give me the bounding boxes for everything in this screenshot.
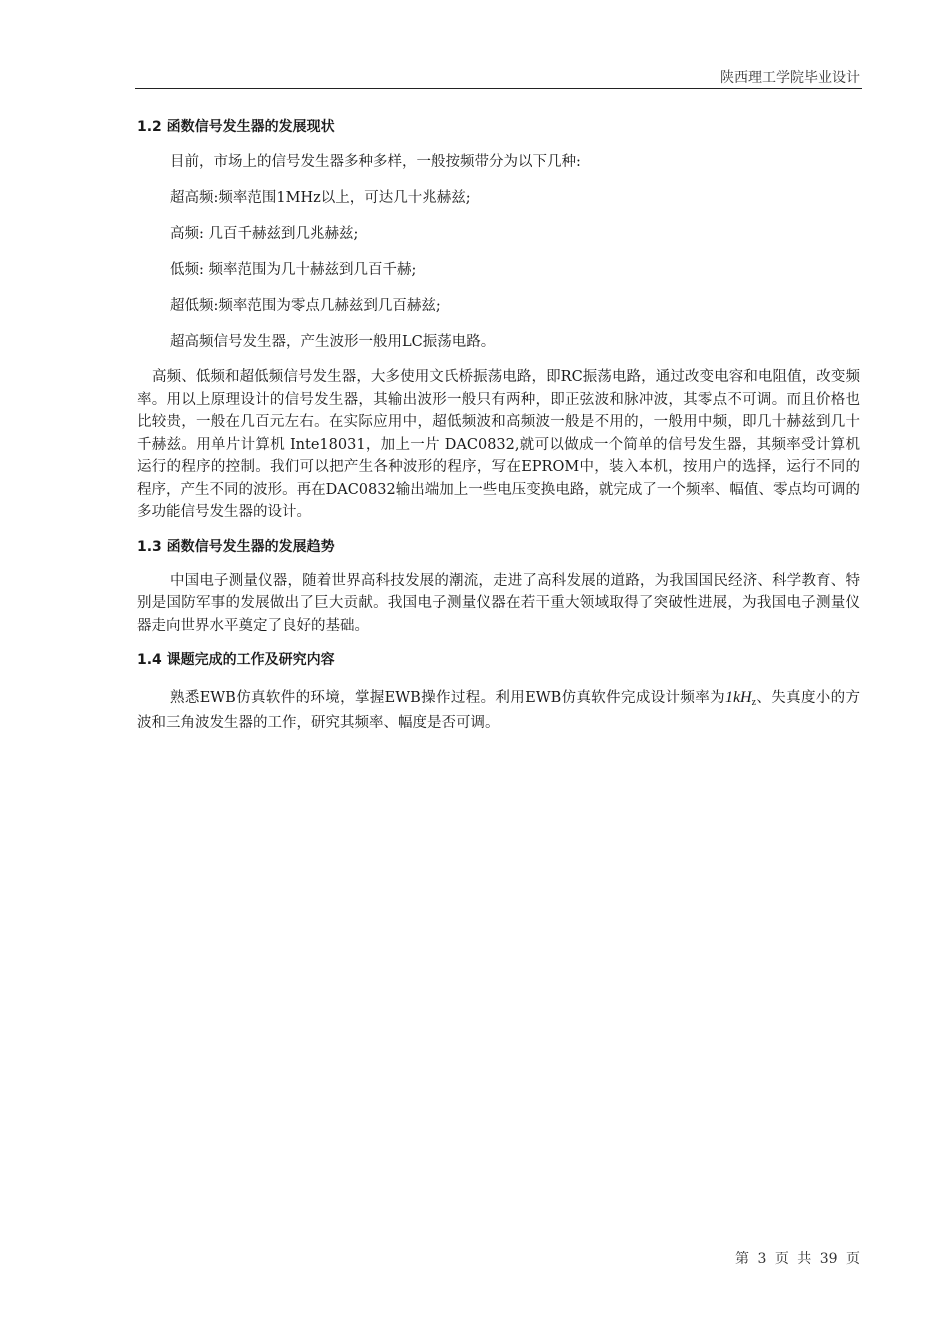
section-heading-1-4: 1.4 课题完成的工作及研究内容	[137, 652, 335, 668]
section-heading-1-2: 1.2 函数信号发生器的发展现状	[137, 119, 335, 135]
header-divider	[135, 88, 862, 89]
paragraph-1-2: 高频、低频和超低频信号发生器，大多使用文氏桥振荡电路，即RC振荡电路，通过改变电容和电阻值，改变频率。用以上原理设计的信号发生器，其输出波形一般只有两种，即正弦波和脉冲波，其零点不可调。而且价格也比较贵，一般在几百元左右。在实际应用中，超低频波和高频波一般是不用的，一般用中频，即几十赫兹到几十千赫兹。用单片计算机 Inte18031，加上一片 DAC0832,就可以做成一个简单的信号发生器，其频率受计算机运行的程序的控制。我们可以把产生各种波形的程序，写在EPROM中，装入本机，按用户的选择，运行不同的程序，产生不同的波形。再在DAC0832输出端加上一些电压变换电路，就完成了一个频率、幅值、零点均可调的多功能信号发生器的设计。	[137, 369, 860, 520]
section-heading-1-3: 1.3 函数信号发生器的发展趋势	[137, 538, 335, 555]
list-item: 低频: 频率范围为几十赫兹到几百千赫;	[170, 262, 417, 278]
paragraph-1-4-text-before: 熟悉EWB仿真软件的环境，掌握EWB操作过程。利用EWB仿真软件完成设计频率为	[170, 690, 725, 706]
list-item: 目前，市场上的信号发生器多种多样，一般按频带分为以下几种:	[170, 154, 581, 170]
list-item: 超高频信号发生器，产生波形一般用LC振荡电路。	[170, 334, 496, 350]
document-body	[137, 110, 860, 734]
list-item: 超高频:频率范围1MHz以上，可达几十兆赫兹;	[170, 190, 471, 206]
list-item: 超低频:频率范围为零点几赫兹到几百赫兹;	[170, 298, 441, 314]
frequency-formula	[725, 689, 756, 706]
page-number-footer: 第 3 页 共 39 页	[735, 1251, 860, 1267]
paragraph-1-4	[137, 687, 860, 734]
paragraph-1-3: 中国电子测量仪器，随着世界高科技发展的潮流，走进了高科发展的道路，为我国国民经济、科学教育、特别是国防军事的发展做出了巨大贡献。我国电子测量仪器在若干重大领域取得了突破性进展，为我国电子测量仪器走向世界水平奠定了良好的基础。	[137, 572, 860, 634]
frequency-value: 1kH	[724, 689, 752, 706]
paragraph-1-4-text-after: 、失真度小的方波和三角波发生器的工作，研究其频率、幅度是否可调。	[137, 690, 861, 731]
frequency-subscript: z	[751, 697, 757, 708]
list-item: 高频: 几百千赫兹到几兆赫兹;	[170, 226, 359, 242]
page-header-title: 陕西理工学院毕业设计	[720, 70, 860, 86]
